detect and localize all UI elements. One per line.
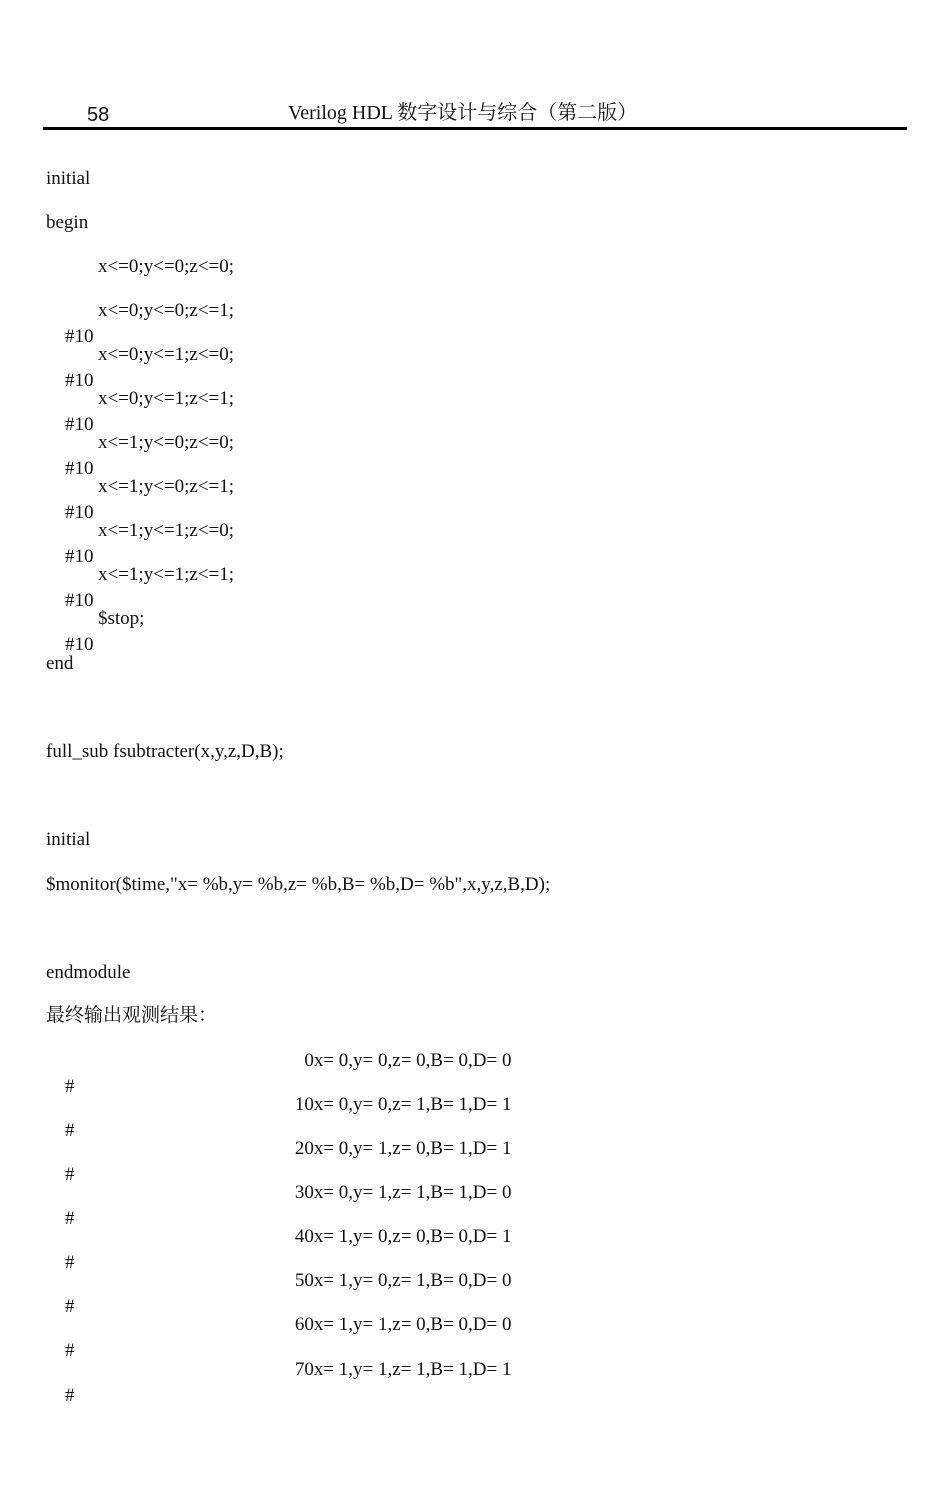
stimulus-statement: x<=1;y<=1;z<=1; bbox=[98, 564, 235, 585]
result-prefix: # bbox=[65, 1120, 75, 1141]
delay-token: #10 bbox=[65, 370, 94, 391]
code-line-end: end bbox=[46, 653, 74, 674]
delay-token: #10 bbox=[65, 634, 94, 655]
result-row bbox=[46, 1268, 512, 1317]
stimulus-statement: x<=1;y<=1;z<=0; bbox=[98, 520, 235, 541]
running-title: Verilog HDL 数字设计与综合（第二版） bbox=[288, 102, 638, 124]
result-row bbox=[46, 1224, 512, 1273]
stimulus-statement: x<=0;y<=1;z<=0; bbox=[98, 344, 235, 365]
code-line-stimulus-6 bbox=[46, 474, 235, 523]
code-line-stimulus-2 bbox=[46, 298, 235, 347]
page-number: 58 bbox=[87, 104, 110, 126]
code-line-initial-monitor: initial bbox=[46, 829, 91, 850]
code-line-instance: full_sub fsubtracter(x,y,z,D,B); bbox=[46, 741, 284, 762]
stimulus-statement: x<=0;y<=1;z<=1; bbox=[98, 388, 235, 409]
result-value: 20x= 0,y= 1,z= 0,B= 1,D= 1 bbox=[294, 1138, 512, 1159]
code-line-stop bbox=[46, 606, 145, 655]
stimulus-statement: x<=0;y<=0;z<=0; bbox=[98, 256, 235, 277]
code-line-begin: begin bbox=[46, 212, 89, 233]
result-value: 40x= 1,y= 0,z= 0,B= 0,D= 1 bbox=[294, 1226, 512, 1247]
code-line-stimulus-8 bbox=[46, 562, 235, 611]
header-rule bbox=[43, 127, 907, 130]
result-prefix: # bbox=[65, 1385, 75, 1406]
result-value: 50x= 1,y= 0,z= 1,B= 0,D= 0 bbox=[294, 1270, 512, 1291]
code-line-endmodule: endmodule bbox=[46, 962, 131, 983]
result-prefix: # bbox=[65, 1340, 75, 1361]
stop-statement: $stop; bbox=[98, 608, 145, 629]
delay-token: #10 bbox=[65, 326, 94, 347]
code-line-stimulus-3 bbox=[46, 342, 235, 391]
result-row bbox=[46, 1180, 512, 1229]
result-value: 0x= 0,y= 0,z= 0,B= 0,D= 0 bbox=[304, 1050, 512, 1071]
code-line-initial: initial bbox=[46, 168, 91, 189]
delay-token: #10 bbox=[65, 458, 94, 479]
result-value: 70x= 1,y= 1,z= 1,B= 1,D= 1 bbox=[294, 1359, 512, 1380]
delay-token: #10 bbox=[65, 414, 94, 435]
delay-token: #10 bbox=[65, 502, 94, 523]
result-row bbox=[46, 1357, 512, 1406]
result-value: 30x= 0,y= 1,z= 1,B= 1,D= 0 bbox=[294, 1182, 512, 1203]
result-row bbox=[46, 1048, 512, 1097]
result-value: 60x= 1,y= 1,z= 0,B= 0,D= 0 bbox=[294, 1314, 512, 1335]
result-prefix: # bbox=[65, 1296, 75, 1317]
result-prefix: # bbox=[65, 1208, 75, 1229]
result-row bbox=[46, 1136, 512, 1185]
result-row bbox=[46, 1312, 512, 1361]
result-prefix: # bbox=[65, 1164, 75, 1185]
result-prefix: # bbox=[65, 1076, 75, 1097]
result-row bbox=[46, 1092, 512, 1141]
stimulus-statement: x<=0;y<=0;z<=1; bbox=[98, 300, 235, 321]
stimulus-statement: x<=1;y<=0;z<=1; bbox=[98, 476, 235, 497]
delay-token: #10 bbox=[65, 590, 94, 611]
code-line-monitor: $monitor($time,"x= %b,y= %b,z= %b,B= %b,D= %b",x,y,z,B,D); bbox=[46, 874, 551, 895]
result-value: 10x= 0,y= 0,z= 1,B= 1,D= 1 bbox=[294, 1094, 512, 1115]
results-caption: 最终输出观测结果： bbox=[46, 1005, 218, 1026]
code-line-stimulus-4 bbox=[46, 386, 235, 435]
stimulus-statement: x<=1;y<=0;z<=0; bbox=[98, 432, 235, 453]
delay-token: #10 bbox=[65, 546, 94, 567]
code-line-stimulus-7 bbox=[46, 518, 235, 567]
code-line-stimulus-1 bbox=[46, 254, 235, 280]
code-line-stimulus-5 bbox=[46, 430, 235, 479]
result-prefix: # bbox=[65, 1252, 75, 1273]
